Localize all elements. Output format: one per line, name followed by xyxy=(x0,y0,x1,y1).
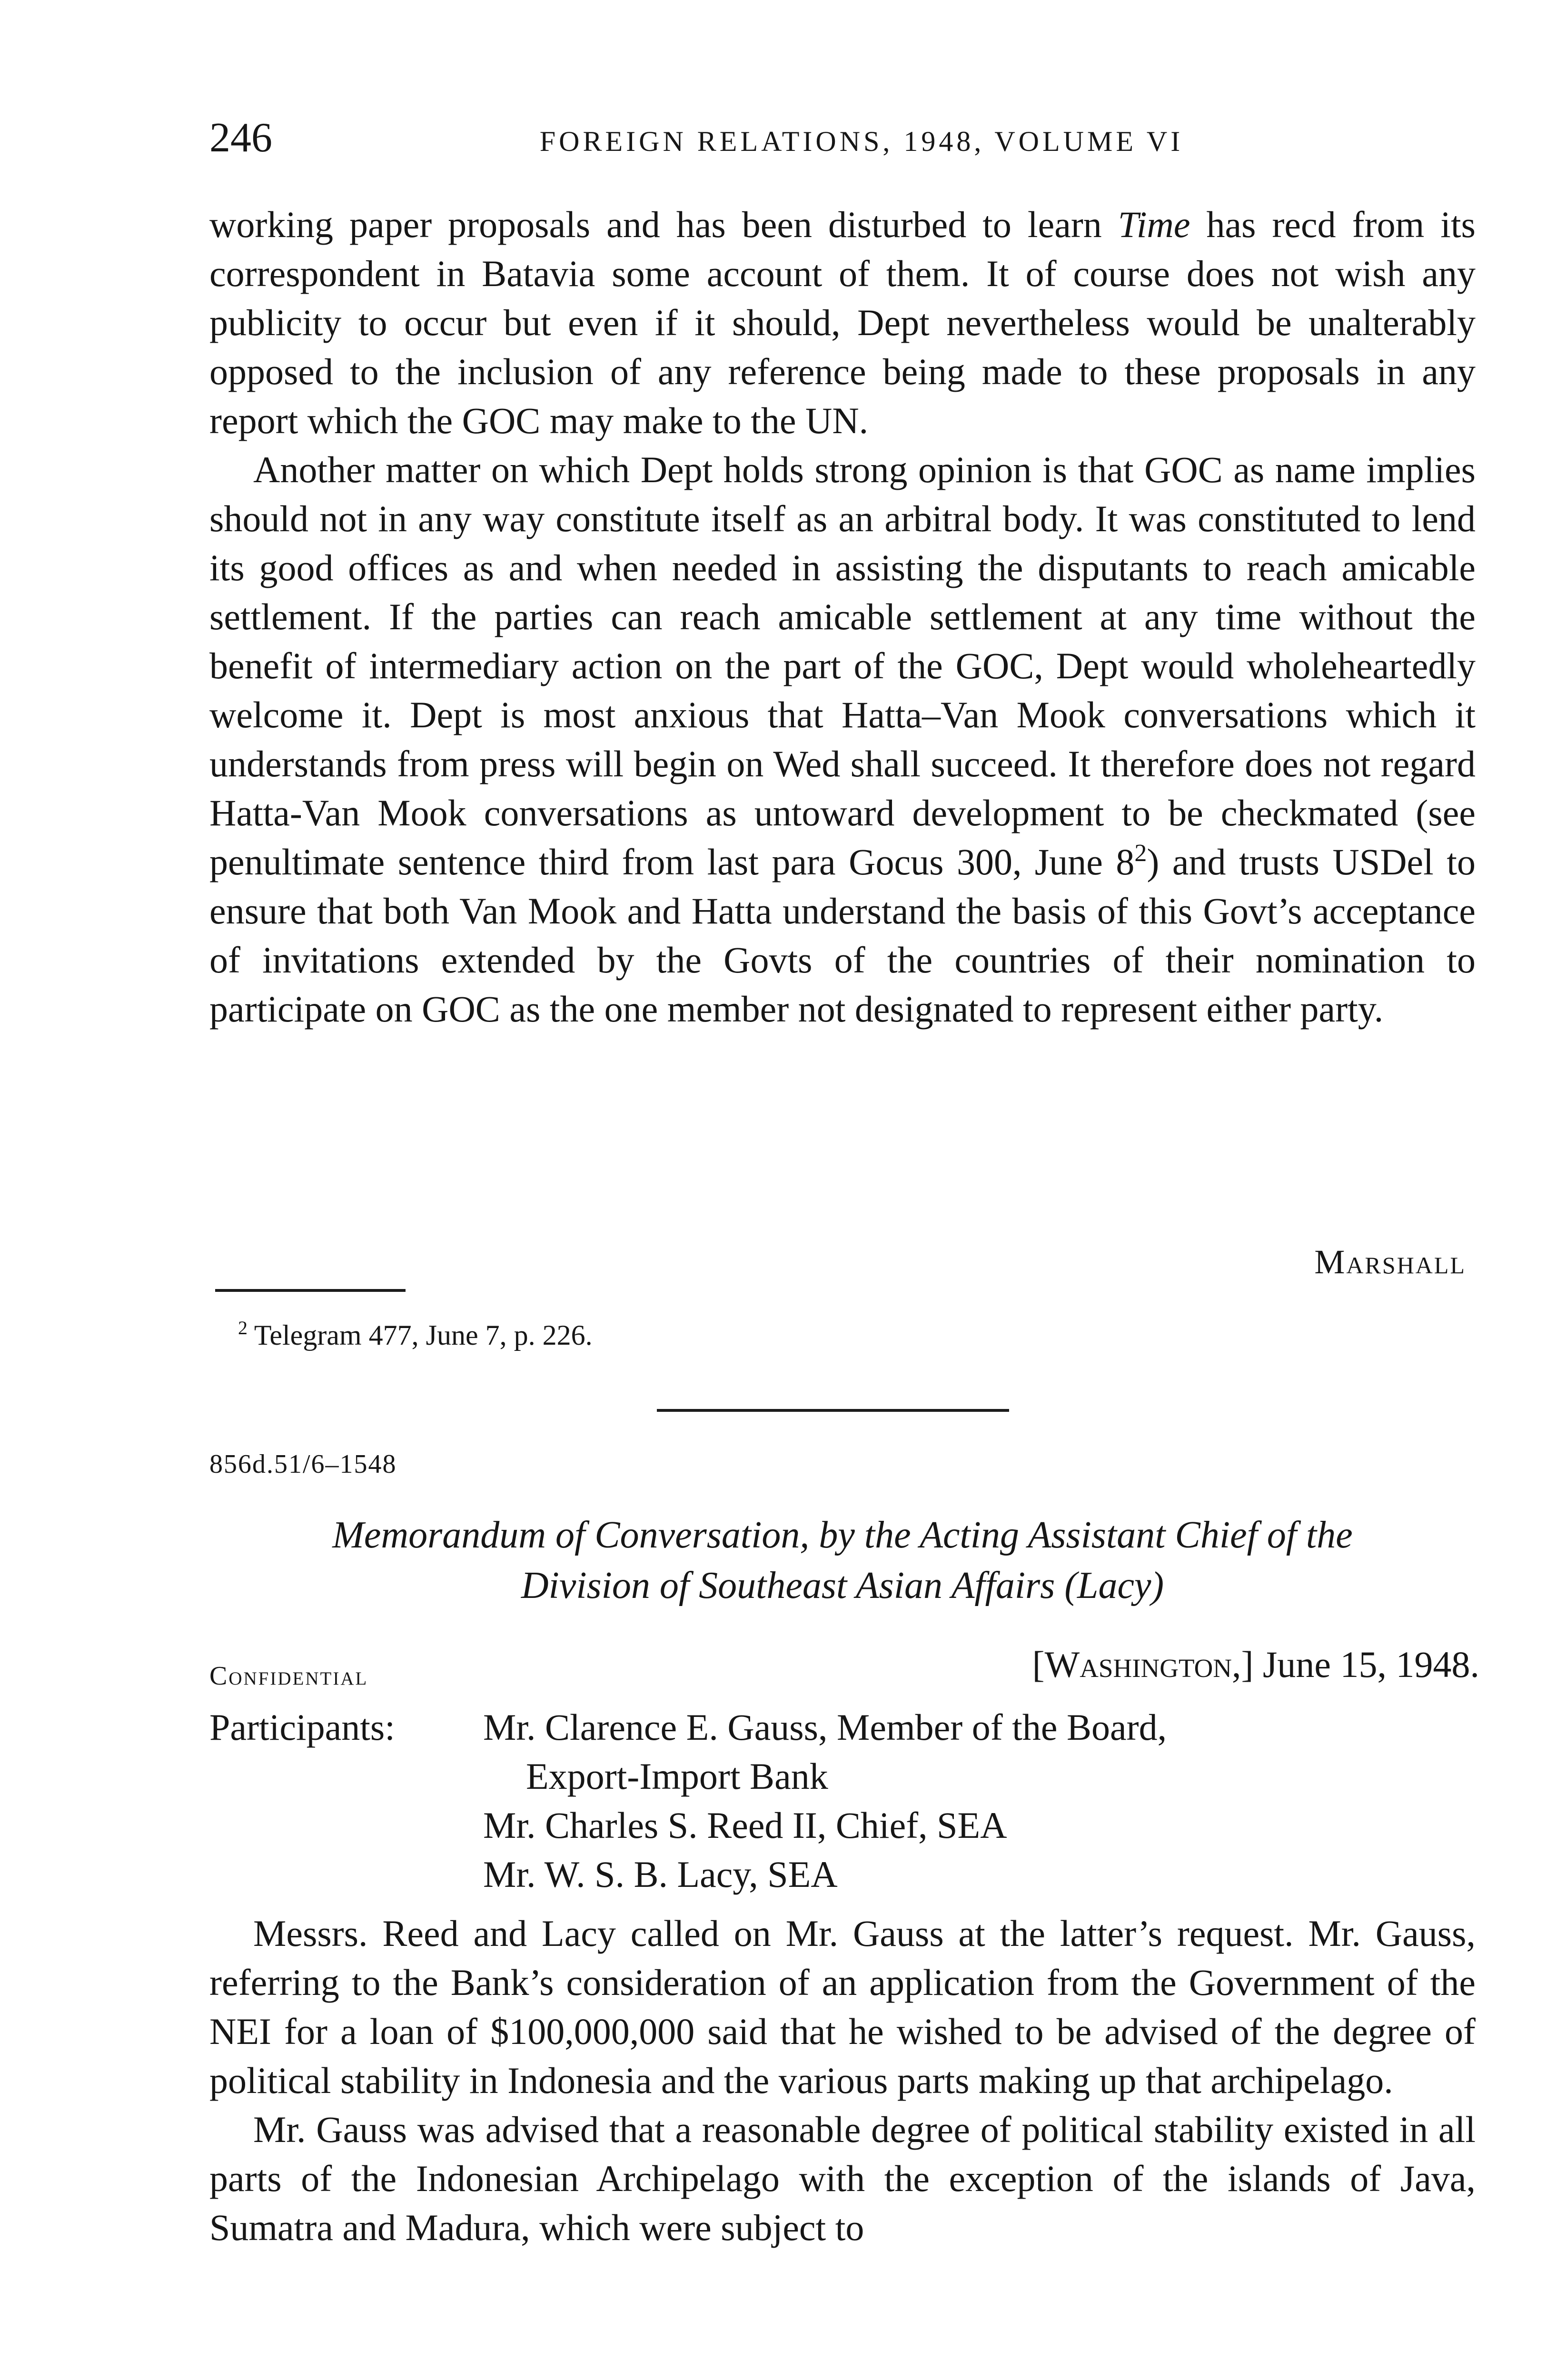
dateline xyxy=(1032,1640,1479,1689)
participants-label: Participants: xyxy=(209,1706,395,1748)
participants-list xyxy=(483,1703,1483,1899)
paragraph-loan-request: Messrs. Reed and Lacy called on Mr. Gauss at the latter’s request. Mr. Gauss, referring to the Bank’s consideration of an application from the Government of the NEI for a loan of $100,000,000 said that he wished to be advised of the degree of political stability in Indonesia and the various parts making up that archipelago. xyxy=(209,1913,1476,2101)
page-header xyxy=(209,113,1476,166)
telegram-body xyxy=(209,200,1476,1033)
classification-marking: Confidential xyxy=(209,1661,368,1691)
memorandum-body xyxy=(209,1909,1476,2252)
footnote xyxy=(238,1316,593,1354)
section-separator xyxy=(657,1409,1009,1412)
signature: Marshall xyxy=(1314,1243,1466,1281)
document-title-line-2: Division of Southeast Asian Affairs (Lacy) xyxy=(521,1565,1164,1606)
italic-publication-name: Time xyxy=(1118,204,1190,245)
running-head: FOREIGN RELATIONS, 1948, VOLUME VI xyxy=(539,126,1184,157)
dateline-place: [Washington,] xyxy=(1032,1644,1254,1685)
page-number: 246 xyxy=(209,115,272,161)
participant-gauss: Mr. Clarence E. Gauss, Member of the Board, xyxy=(483,1706,1167,1748)
paragraph-political-stability: Mr. Gauss was advised that a reasonable degree of political stability existed in all parts of the Indonesian Archipelago with the exception of the islands of Java, Sumatra and Madura, which were subject to xyxy=(209,2109,1476,2248)
participant-lacy: Mr. W. S. B. Lacy, SEA xyxy=(483,1854,838,1895)
footnote-text: Telegram 477, June 7, p. 226. xyxy=(254,1319,593,1351)
dateline-date: June 15, 1948. xyxy=(1263,1644,1479,1685)
participant-gauss-affiliation: Export-Import Bank xyxy=(526,1755,828,1797)
paragraph-goc-role: Another matter on which Dept holds strong opinion is that GOC as name implies should not in any way constitute itself as an arbitral body. It was constituted to lend its good offices as and when needed in assisting the disputants to reach amicable settlement. If the parties can reach amicable settlement at any time without the benefit of intermediary action on the part of the GOC, Dept would wholeheartedly welcome it. Dept is most anxious that Hatta–Van Mook conversations which it understands from press will begin on Wed shall succeed. It therefore does not regard Hatta-Van Mook conversations as untoward development to be checkmated (see penultimate sentence third from last para Gocus 300, June $8^2$) and trusts USDel to ensure that both Van Mook and Hatta understand the basis of this Govt’s acceptance of invitations extended by the Govts of the countries of their nomination to participate on GOC as the one member not designated to represent either party. xyxy=(209,449,1476,1030)
paragraph-publicity: working paper proposals and has been disturbed to learn Time has recd from its correspondent in Batavia some account of them. It of course does not wish any publicity to occur but even if it should, Dept nevertheless would be unalterably opposed to the inclusion of any reference being made to these proposals in any report which the GOC may make to the UN. xyxy=(209,204,1476,441)
footnote-marker: 2 xyxy=(238,1317,248,1339)
footnote-reference: 2 xyxy=(1134,840,1147,867)
document-title-line-1: Memorandum of Conversation, by the Acting Assistant Chief of the xyxy=(332,1514,1353,1556)
document-title xyxy=(209,1510,1476,1611)
document-file-number: 856d.51/6–1548 xyxy=(209,1449,397,1479)
footnote-rule xyxy=(215,1289,406,1292)
participant-reed: Mr. Charles S. Reed II, Chief, SEA xyxy=(483,1805,1007,1846)
